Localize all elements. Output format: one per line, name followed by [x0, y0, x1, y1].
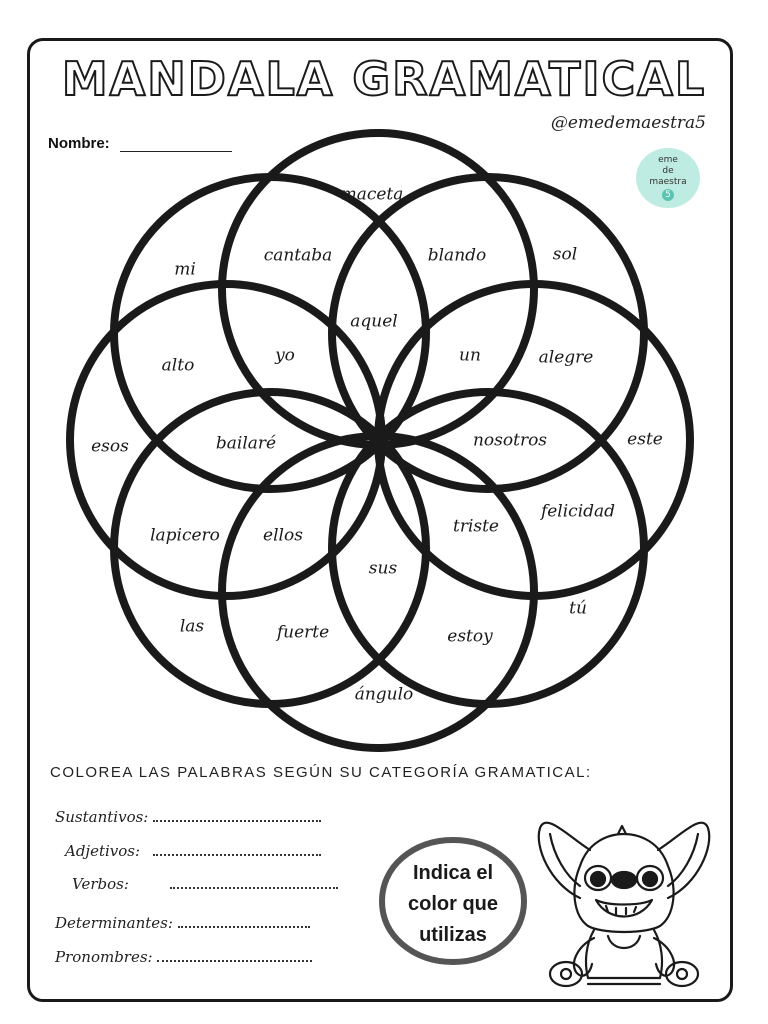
word-cantaba[interactable]: cantaba: [263, 245, 333, 266]
logo-line-2: de: [662, 166, 674, 176]
word-sol[interactable]: sol: [552, 244, 578, 265]
page-title: MANDALA GRAMATICAL: [61, 52, 707, 106]
word-las[interactable]: las: [179, 616, 205, 637]
author-handle: @emedemaestra5: [550, 113, 706, 133]
word-tu[interactable]: tú: [569, 598, 587, 619]
category-label: Pronombres:: [55, 948, 153, 966]
word-estoy[interactable]: estoy: [447, 626, 493, 647]
category-label: Verbos:: [72, 875, 129, 893]
word-un[interactable]: un: [459, 345, 481, 366]
category-pronombres: [55, 948, 312, 966]
word-angulo[interactable]: ángulo: [354, 684, 414, 705]
answer-line[interactable]: [170, 875, 338, 889]
word-lapicero[interactable]: lapicero: [150, 525, 220, 546]
instructions-heading: COLOREA LAS PALABRAS SEGÚN SU CATEGORÍA GRAMATICAL:: [50, 764, 592, 781]
logo-number: 5: [662, 189, 674, 201]
word-este[interactable]: este: [627, 429, 663, 450]
stitch-illustration-icon: [528, 806, 720, 992]
answer-line[interactable]: [153, 842, 321, 856]
category-label: Determinantes:: [55, 914, 173, 932]
badge-text: [378, 858, 528, 951]
word-maceta[interactable]: maceta: [340, 184, 404, 205]
logo-line-3: maestra: [649, 177, 687, 187]
word-aquel[interactable]: aquel: [350, 311, 398, 332]
mandala-circles: [70, 133, 690, 748]
word-felicidad[interactable]: felicidad: [540, 501, 616, 522]
name-label: Nombre:: [48, 135, 110, 152]
category-sustantivos: [55, 808, 321, 826]
answer-line[interactable]: [178, 914, 310, 928]
answer-line[interactable]: [157, 948, 312, 962]
word-fuerte[interactable]: fuerte: [276, 622, 330, 643]
word-esos[interactable]: esos: [91, 436, 129, 457]
word-mi[interactable]: mi: [174, 259, 196, 280]
logo-line-1: eme: [658, 155, 678, 165]
word-bailare[interactable]: bailaré: [215, 433, 277, 454]
category-adjetivos: [65, 842, 321, 860]
badge-line-3: utilizas: [419, 924, 487, 946]
badge-line-1: Indica el: [412, 862, 494, 884]
word-yo[interactable]: yo: [275, 345, 295, 366]
category-verbos: [72, 875, 338, 893]
category-label: Adjetivos:: [65, 842, 141, 860]
word-alto[interactable]: alto: [161, 355, 195, 376]
category-determinantes: [55, 914, 310, 932]
word-triste[interactable]: triste: [452, 516, 500, 537]
word-nosotros[interactable]: nosotros: [472, 430, 548, 451]
badge-line-2: color que: [407, 893, 498, 915]
word-sus[interactable]: sus: [368, 558, 398, 579]
answer-line[interactable]: [153, 808, 321, 822]
category-label: Sustantivos:: [55, 808, 149, 826]
word-ellos[interactable]: ellos: [263, 525, 303, 546]
word-alegre[interactable]: alegre: [538, 347, 594, 368]
word-blando[interactable]: blando: [427, 245, 487, 266]
